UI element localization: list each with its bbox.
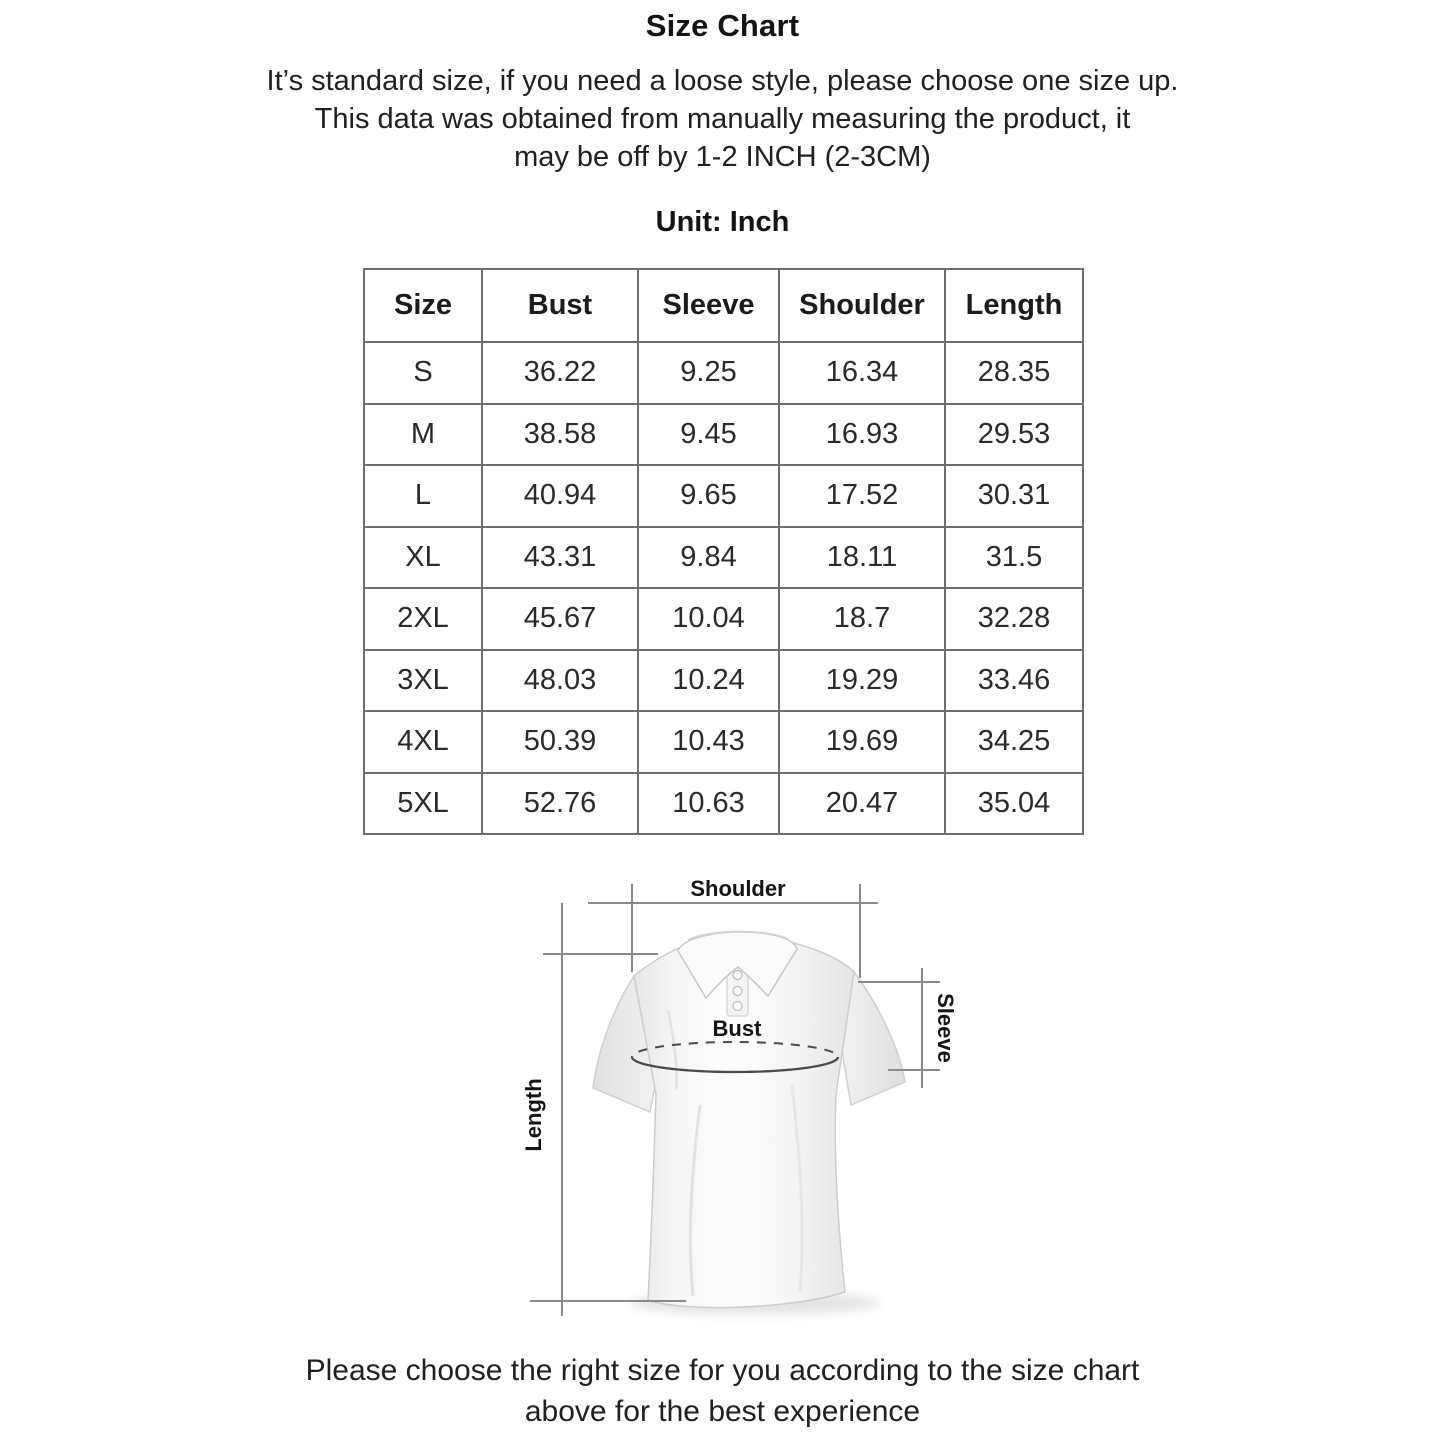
shoulder-label: Shoulder [690, 876, 786, 901]
measurement-cell: 9.45 [638, 404, 779, 466]
column-header-sleeve: Sleeve [638, 269, 779, 342]
size-table-container [363, 268, 1082, 835]
button [733, 987, 742, 996]
measurement-cell: 50.39 [482, 711, 638, 773]
size-table-body [364, 342, 1083, 834]
intro-line: It’s standard size, if you need a loose style, please choose one size up. [266, 65, 1179, 97]
table-row [364, 404, 1083, 466]
size-table [363, 268, 1084, 835]
button [733, 971, 742, 980]
size-cell: S [364, 342, 482, 404]
measurement-cell: 33.46 [945, 650, 1083, 712]
length-label: Length [521, 1078, 546, 1152]
measurement-cell: 28.35 [945, 342, 1083, 404]
table-row [364, 711, 1083, 773]
footer-line: Please choose the right size for you according to the size chart [305, 1354, 1140, 1387]
table-row [364, 773, 1083, 835]
measurement-cell: 31.5 [945, 527, 1083, 589]
bust-label: Bust [712, 1016, 762, 1041]
measurement-cell: 32.28 [945, 588, 1083, 650]
footer-line: above for the best experience [524, 1395, 921, 1428]
table-row [364, 465, 1083, 527]
measurement-cell: 38.58 [482, 404, 638, 466]
size-cell: 3XL [364, 650, 482, 712]
unit-label: Unit: Inch [655, 206, 790, 238]
measurement-cell: 10.24 [638, 650, 779, 712]
measurement-cell: 48.03 [482, 650, 638, 712]
column-header-bust: Bust [482, 269, 638, 342]
measurement-cell: 16.93 [779, 404, 945, 466]
measurement-cell: 20.47 [779, 773, 945, 835]
intro-line: This data was obtained from manually measuring the product, it [314, 103, 1131, 135]
measurement-cell: 36.22 [482, 342, 638, 404]
size-cell: XL [364, 527, 482, 589]
measurement-cell: 9.84 [638, 527, 779, 589]
intro-line: may be off by 1-2 INCH (2-3CM) [514, 141, 931, 173]
measurement-cell: 16.34 [779, 342, 945, 404]
measurement-cell: 9.65 [638, 465, 779, 527]
polo-shirt-diagram-svg [500, 868, 970, 1333]
size-cell: L [364, 465, 482, 527]
measurement-cell: 34.25 [945, 711, 1083, 773]
measurement-cell: 10.63 [638, 773, 779, 835]
table-row [364, 650, 1083, 712]
size-cell: 5XL [364, 773, 482, 835]
measurement-cell: 29.53 [945, 404, 1083, 466]
measurement-cell: 35.04 [945, 773, 1083, 835]
measurement-cell: 10.43 [638, 711, 779, 773]
measurement-cell: 10.04 [638, 588, 779, 650]
measurement-cell: 9.25 [638, 342, 779, 404]
button [733, 1002, 742, 1011]
size-cell: 4XL [364, 711, 482, 773]
column-header-shoulder: Shoulder [779, 269, 945, 342]
measurement-cell: 45.67 [482, 588, 638, 650]
measurement-cell: 43.31 [482, 527, 638, 589]
measurement-cell: 17.52 [779, 465, 945, 527]
column-header-size: Size [364, 269, 482, 342]
size-cell: M [364, 404, 482, 466]
table-row [364, 527, 1083, 589]
table-header-row [364, 269, 1083, 342]
measurement-cell: 40.94 [482, 465, 638, 527]
sleeve-label: Sleeve [933, 993, 958, 1063]
measurement-cell: 18.11 [779, 527, 945, 589]
measurement-cell: 19.69 [779, 711, 945, 773]
table-row [364, 588, 1083, 650]
table-row [364, 342, 1083, 404]
shirt-measurement-diagram [500, 868, 970, 1333]
measurement-cell: 30.31 [945, 465, 1083, 527]
measurement-cell: 18.7 [779, 588, 945, 650]
footer-note [0, 1350, 1445, 1432]
size-cell: 2XL [364, 588, 482, 650]
intro-text [0, 62, 1445, 176]
column-header-length: Length [945, 269, 1083, 342]
measurement-cell: 19.29 [779, 650, 945, 712]
page-title: Size Chart [645, 8, 800, 43]
measurement-cell: 52.76 [482, 773, 638, 835]
